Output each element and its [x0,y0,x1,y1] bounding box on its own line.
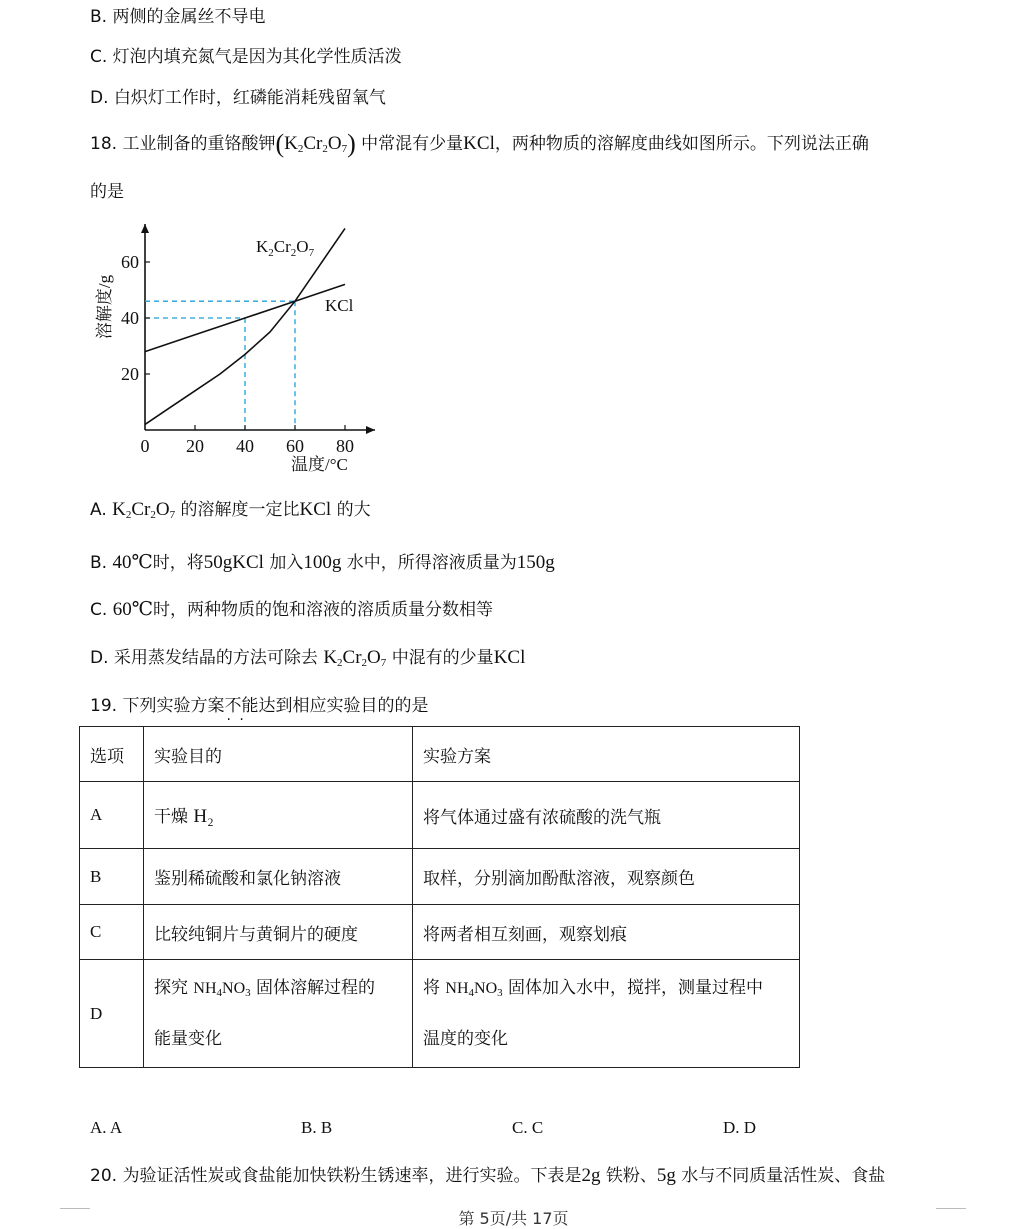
q18-stem-line2: 的是 [90,182,124,202]
header-goal: 实验目的 [144,727,413,782]
table-row: A 干燥 H₂ 将气体通过盛有浓硫酸的洗气瓶 [80,782,800,849]
series-label-k2cr2o7: $K_2Cr_2O_7$ [256,237,315,259]
answer-b: B. B [301,1118,333,1137]
q18-option-d: D. 采用蒸发结晶的方法可除去 $K_2Cr_2O_7$ 中混有的少量KCl [90,647,526,669]
x-axis-arrow [366,426,375,434]
x-tick-label: 80 [336,436,354,456]
q17-option-c: C. 灯泡内填充氮气是因为其化学性质活泼 [90,47,402,67]
x-axis-label: 温度/°C [291,455,348,474]
q18-stem: 18. 工业制备的重铬酸钾$(K_2Cr_2O_7)$ 中常混有少量KCl，两种物质的溶解度曲线如图所示。下列说法正确 [90,129,869,158]
chart-guides [145,301,295,430]
x-tick-label: 0 [140,436,150,456]
answer-c: C. C [512,1118,544,1137]
x-tick-label: 40 [236,436,254,456]
table-row: D 探究 $NH_4NO_3$ 固体溶解过程的 能量变化 将 $NH_4NO_3$ 固体加入水中，搅拌，测量过程中 温度的变化 [80,960,800,1068]
emphasis-not: 不能 · · [224,694,258,718]
series-label-kcl: KCl [325,296,354,315]
x-tick-label: 60 [286,436,304,456]
chart-tick-labels [121,252,354,456]
table-header-row [80,727,800,782]
q17-option-b: B. 两侧的金属丝不导电 [90,7,266,27]
q18-option-b: B. 40℃时，将50gKCl 加入100g 水中，所得溶液质量为150g [90,552,555,573]
y-axis-arrow [141,224,149,233]
y-tick-label: 40 [121,308,139,328]
table-row: B 鉴别稀硫酸和氯化钠溶液 取样，分别滴加酚酞溶液，观察颜色 [80,849,800,905]
q19-stem: 19. 下列实验方案不能 · ·达到相应实验目的的是 [90,694,428,718]
experiment-table [79,726,800,1068]
page-footer: 第 5页/共 17页 [458,1209,569,1228]
q18-option-c: C. 60℃时，两种物质的饱和溶液的溶质质量分数相等 [90,599,493,620]
y-axis-label: 溶解度/g [95,274,114,340]
header-option: 选项 [80,727,144,782]
answer-a: A. A [90,1118,123,1137]
y-tick-label: 20 [121,364,139,384]
x-tick-label: 20 [186,436,204,456]
solubility-chart [88,212,408,477]
header-plan: 实验方案 [413,727,800,782]
q17-option-d: D. 白炽灯工作时，红磷能消耗残留氧气 [90,88,386,108]
answer-d: D. D [723,1118,757,1137]
q20-stem: 20. 为验证活性炭或食盐能加快铁粉生锈速率，进行实验。下表是2g 铁粉、5g 水与不同质量活性炭、食盐 [90,1165,886,1186]
k2cr2o7-formula: $K_2Cr_2O_7$ [284,133,348,155]
q18-option-a: A. $K_2Cr_2O_7$ 的溶解度一定比KCl 的大 [90,499,371,521]
y-tick-label: 60 [121,252,139,272]
table-row: C 比较纯铜片与黄铜片的硬度 将两者相互刻画，观察划痕 [80,905,800,960]
